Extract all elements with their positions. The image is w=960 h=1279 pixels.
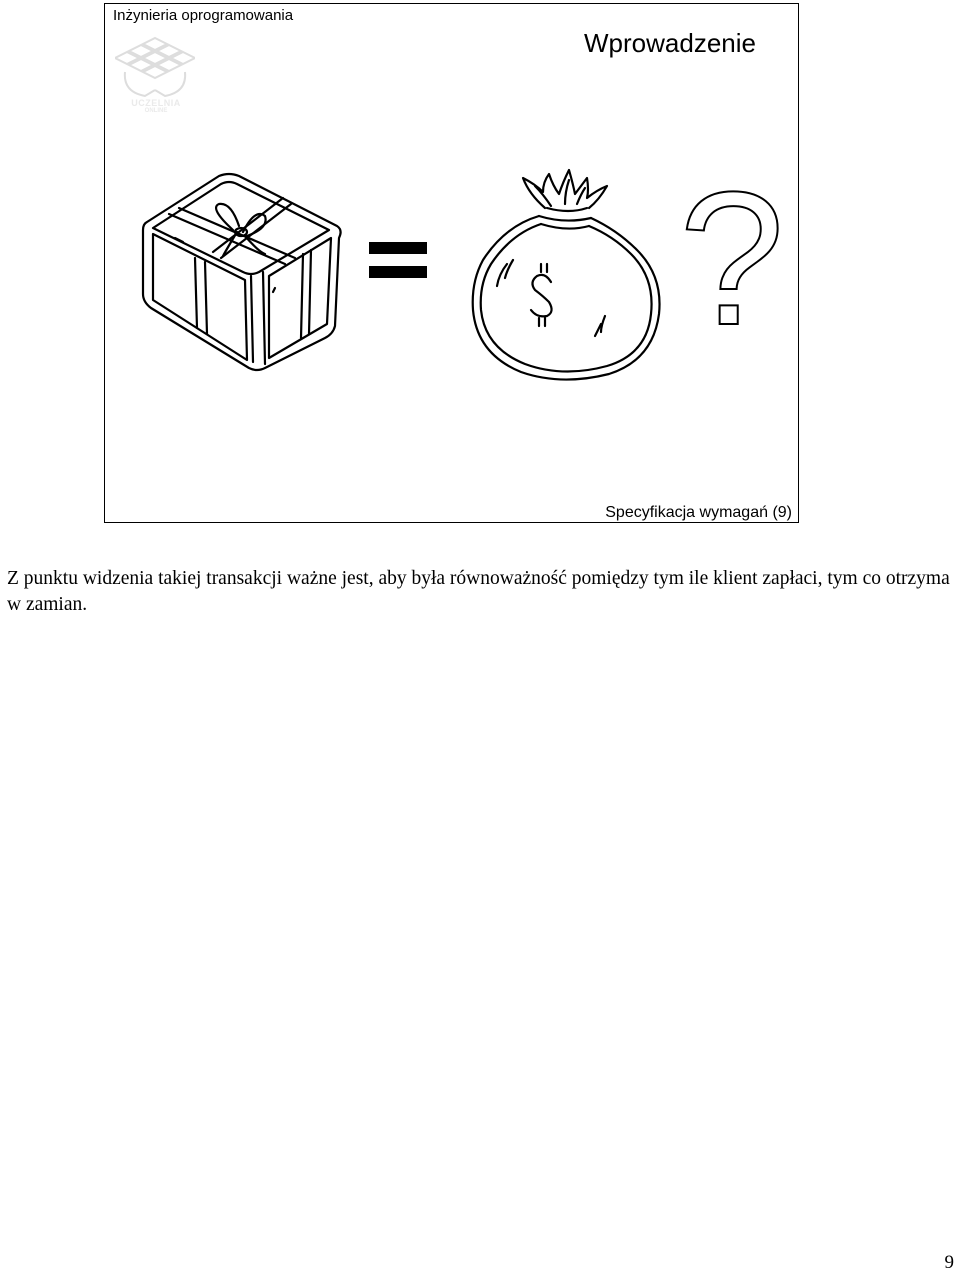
notes-text: Z punktu widzenia takiej transakcji ważne jest, aby była równoważność pomiędzy tym ile klient zapłaci, tym co otrzyma w zamian. <box>7 568 950 615</box>
logo-text: UCZELNIA <box>131 98 181 108</box>
money-bag-icon <box>469 164 663 384</box>
page-number: 9 <box>944 1252 954 1273</box>
slide <box>104 3 799 523</box>
slide-footer: Specyfikacja wymagań (9) <box>605 504 792 521</box>
equals-icon <box>367 238 429 282</box>
slide-title: Wprowadzenie <box>584 28 756 58</box>
course-title: Inżynieria oprogramowania <box>113 7 294 24</box>
logo-subtext: ONLINE <box>144 108 168 114</box>
gift-box-icon <box>139 168 347 372</box>
question-mark: ? <box>679 153 785 365</box>
